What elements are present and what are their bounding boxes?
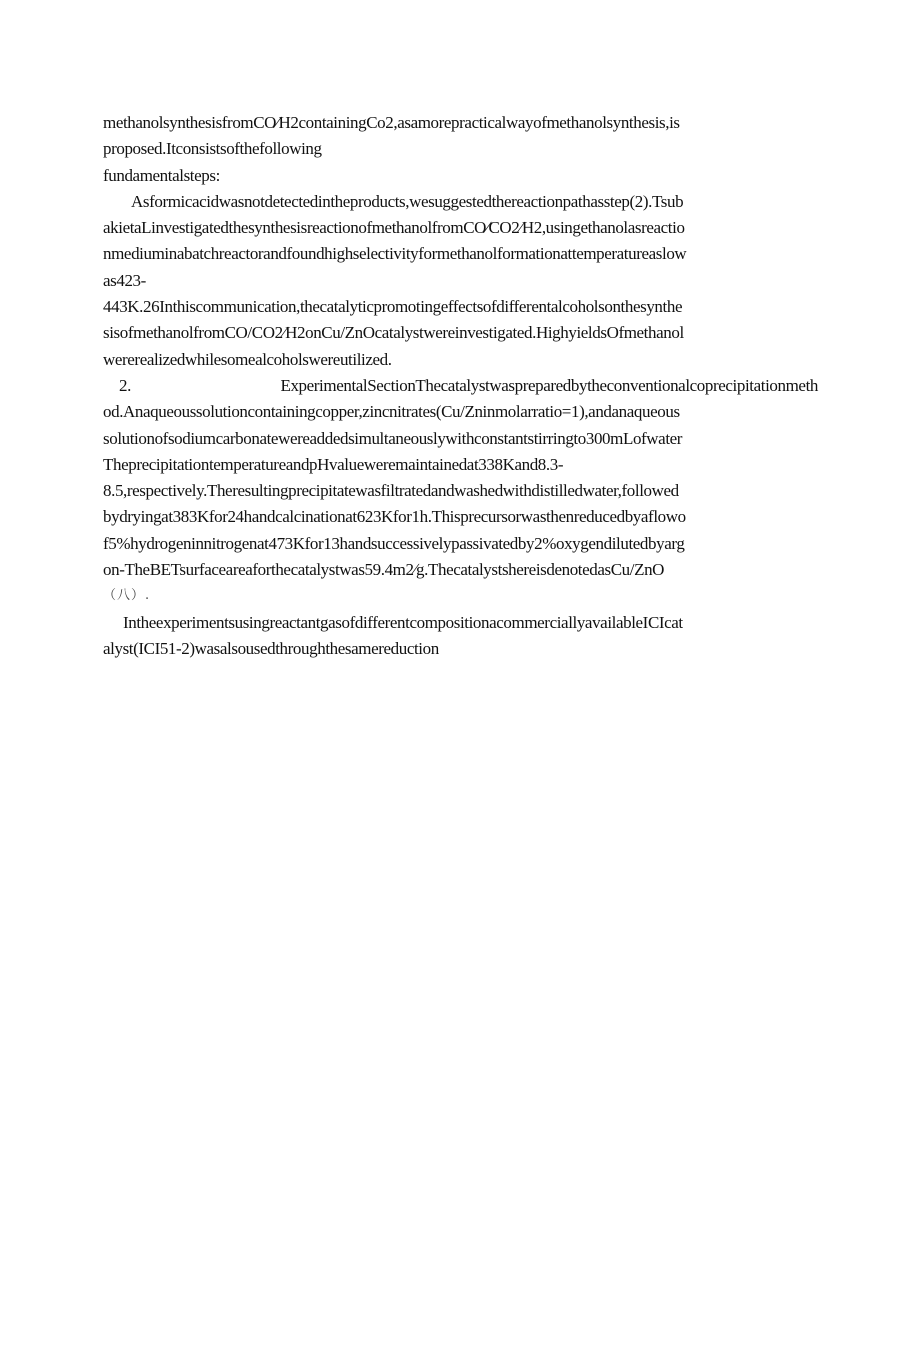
text-line-10: wererealizedwhilesomealcoholswereutilized. bbox=[103, 349, 392, 369]
text-line-20: IntheexperimentsusingreactantgasofdifferentcompositionacommerciallyavailableICIcat bbox=[123, 612, 683, 632]
text-line-9: sisofmethanolfromCO/CO2∕H2onCu/ZnOcatalystwereinvestigated.HighyieldsOfmethanol bbox=[103, 323, 684, 343]
text-line-18: on-TheBETsurfaceareaforthecatalystwas59.4m2∕g.ThecatalystshereisdenotedasCu/ZnO bbox=[103, 560, 665, 580]
text-line-19: （八）. bbox=[103, 588, 151, 604]
text-line-2: proposed.Itconsistsofthefollowing bbox=[103, 139, 322, 159]
text-line-7: as423- bbox=[103, 270, 146, 290]
text-line-16: bydryingat383Kfor24handcalcinationat623Kfor1h.Thisprecursorwasthenreducedbyaflowo bbox=[103, 507, 686, 527]
text-line-3: fundamentalsteps: bbox=[103, 165, 220, 185]
text-line-12: od.Anaqueoussolutioncontainingcopper,zincnitrates(Cu/Zninmolarratio=1),andanaqueous bbox=[103, 402, 680, 422]
text-line-8: 443K.26Inthiscommunication,thecatalyticpromotingeffectsofdifferentalcoholsonthesynthe bbox=[103, 297, 683, 317]
text-line-5: akietaLinvestigatedthesynthesisreactionofmethanolfromCO∕CO2∕H2,usingethanolasreactio bbox=[103, 218, 685, 238]
text-line-11: 2. ExperimentalSectionThecatalystwaspreparedbytheconventionalcoprecipitationmeth bbox=[119, 375, 818, 395]
body-text bbox=[103, 110, 818, 662]
text-line-14: TheprecipitationtemperatureandpHvalueweremaintainedat338Kand8.3- bbox=[103, 454, 564, 474]
text-line-6: nmediuminabatchreactorandfoundhighselectivityformethanolformationattemperatureaslow bbox=[103, 244, 687, 264]
text-line-21: alyst(ICI51-2)wasalsousedthroughthesamereduction bbox=[103, 638, 439, 658]
text-line-17: f5%hydrogeninnitrogenat473Kfor13handsuccessivelypassivatedby2%oxygendilutedbyarg bbox=[103, 533, 685, 553]
text-line-13: solutionofsodiumcarbonatewereaddedsimultaneouslywithconstantstirringto300mLofwater bbox=[103, 428, 683, 448]
text-line-4: Asformicacidwasnotdetectedintheproducts,wesuggestedthereactionpathasstep(2).Tsub bbox=[131, 191, 684, 211]
text-line-1: methanolsynthesisfromCO∕H2containingCo2,asamorepracticalwayofmethanolsynthesis,is bbox=[103, 113, 680, 132]
text-line-15: 8.5,respectively.Theresultingprecipitatewasfiltratedandwashedwithdistilledwater,followed bbox=[103, 481, 679, 501]
